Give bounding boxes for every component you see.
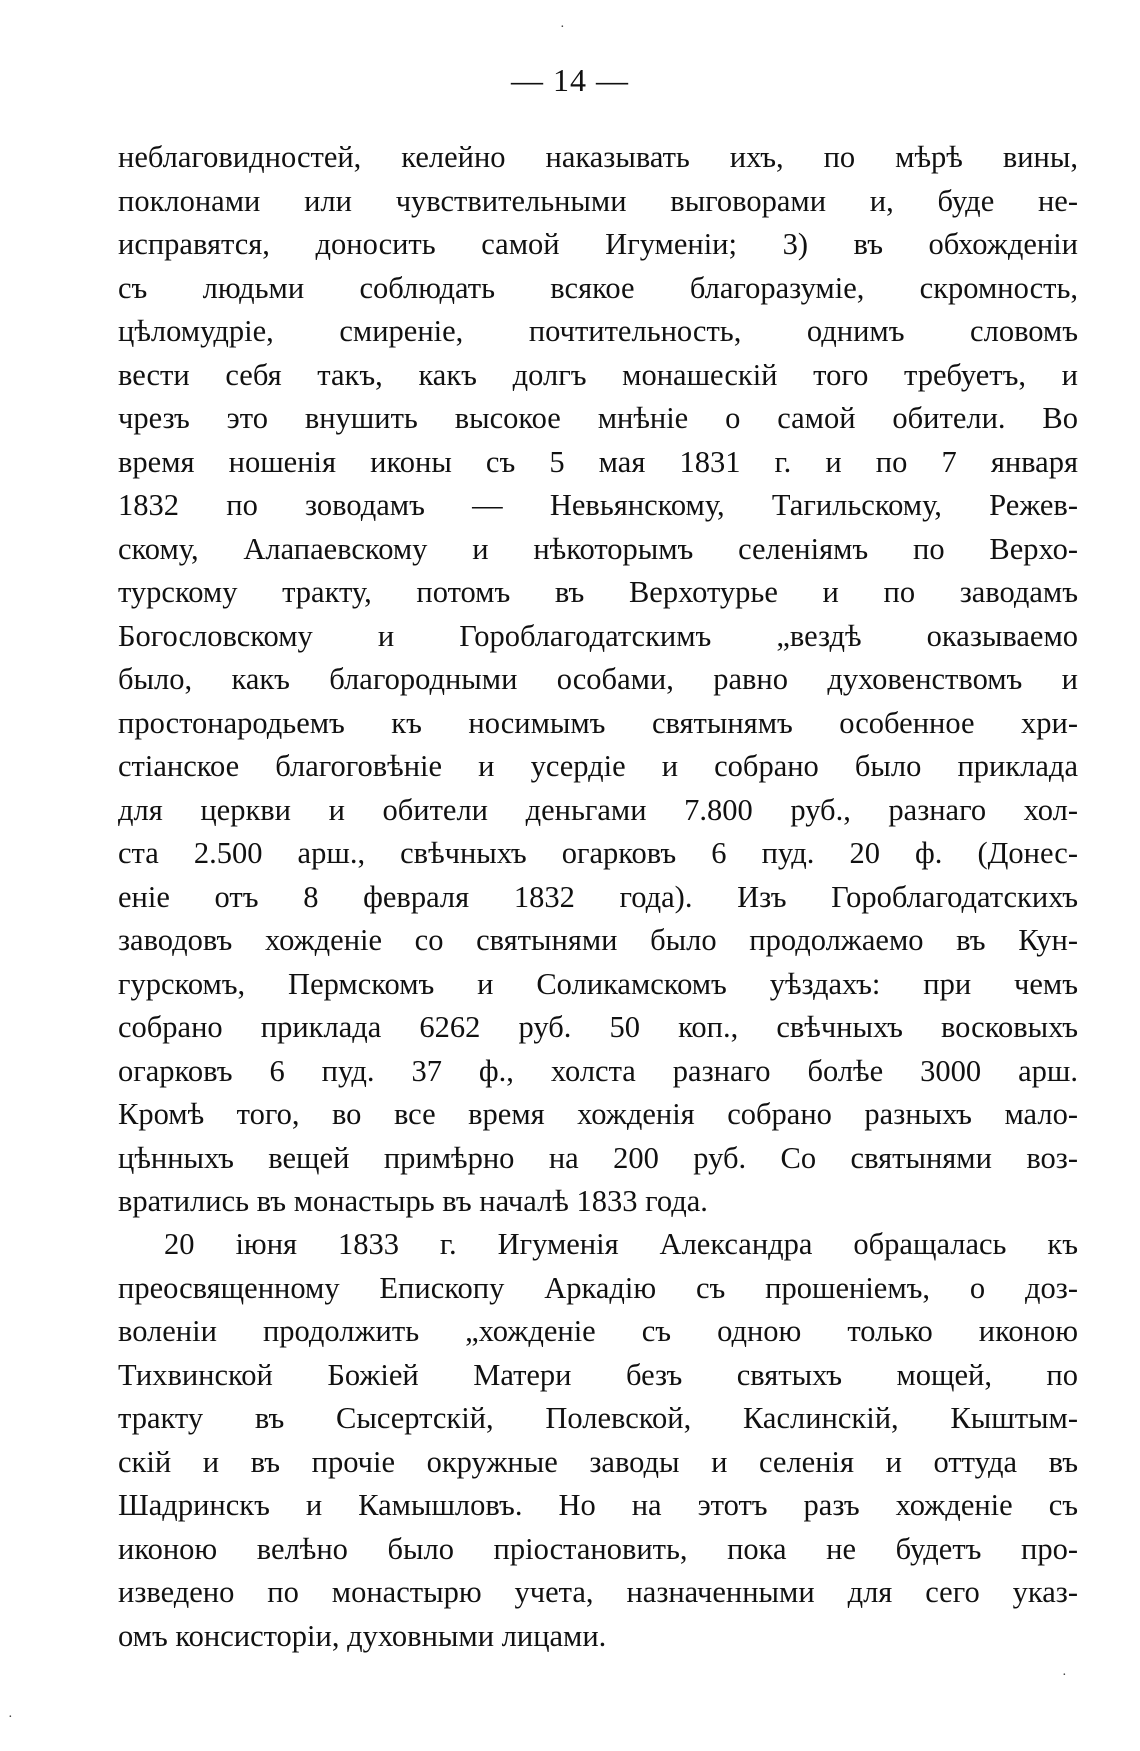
text-line: скому, Алапаевскому и нѣкоторымъ селеніямъ по Верхо-: [118, 531, 1078, 566]
text-line: скій и въ прочіе окружные заводы и селенія и оттуда въ: [118, 1444, 1078, 1479]
text-line: воленіи продолжить „хожденіе съ одною только иконою: [118, 1314, 1078, 1348]
text-line: тракту въ Сысертскій, Полевской, Каслинскій, Кыштым-: [118, 1401, 1078, 1435]
text-line: гурскомъ, Пермскомъ и Соликамскомъ уѣздахъ: при чемъ: [118, 966, 1078, 1001]
text-line: вратились въ монастырь въ началѣ 1833 года.: [118, 1184, 708, 1218]
paragraph-1: [118, 136, 1078, 1224]
print-speck: ·: [560, 20, 565, 35]
text-line: стіанское благоговѣніе и усердіе и собрано было приклада: [118, 749, 1078, 783]
print-speck: ·: [1062, 1668, 1067, 1683]
text-line: цѣломудріе, смиреніе, почтительность, однимъ словомъ: [118, 314, 1078, 348]
text-line: было, какъ благородными особами, равно духовенствомъ и: [118, 662, 1078, 696]
text-line: иконою велѣно было пріостановить, пока не будетъ про-: [118, 1531, 1078, 1566]
text-line: исправятся, доносить самой Игуменіи; 3) въ обхожденіи: [118, 227, 1078, 261]
text-line: преосвященному Епископу Аркадію съ прошеніемъ, о доз-: [118, 1270, 1078, 1305]
text-line: неблаговидностей, келейно наказывать ихъ, по мѣрѣ вины,: [118, 140, 1078, 174]
text-line: время ношенія иконы съ 5 мая 1831 г. и по 7 января: [118, 444, 1078, 479]
text-line: Шадринскъ и Камышловъ. Но на этотъ разъ хожденіе съ: [118, 1488, 1078, 1522]
text-line: вести себя такъ, какъ долгъ монашескій того требуетъ, и: [118, 357, 1078, 392]
text-line: поклонами или чувствительными выговорами и, буде не-: [118, 183, 1078, 218]
print-speck: ·: [8, 1710, 13, 1725]
text-line: Кромѣ того, во все время хожденія собрано разныхъ мало-: [118, 1097, 1078, 1131]
text-line: ста 2.500 арш., свѣчныхъ огарковъ 6 пуд. 20 ф. (Донес-: [118, 836, 1078, 870]
text-line: для церкви и обители деньгами 7.800 руб., разнаго хол-: [118, 792, 1078, 827]
text-line: простонародьемъ къ носимымъ святынямъ особенное хри-: [118, 705, 1078, 740]
text-line: съ людьми соблюдать всякое благоразуміе, скромность,: [118, 270, 1078, 305]
text-line: изведено по монастырю учета, назначенными для сего указ-: [118, 1575, 1078, 1609]
text-line: собрано приклада 6262 руб. 50 коп., свѣчныхъ восковыхъ: [118, 1010, 1078, 1044]
text-line: турскому тракту, потомъ въ Верхотурье и по заводамъ: [118, 575, 1078, 609]
text-line: Богословскому и Гороблагодатскимъ „вездѣ оказываемо: [118, 618, 1078, 653]
text-line: заводовъ хожденіе со святынями было продолжаемо въ Кун-: [118, 923, 1078, 957]
text-line: омъ консисторіи, духовными лицами.: [118, 1618, 607, 1653]
text-line: огарковъ 6 пуд. 37 ф., холста разнаго болѣе 3000 арш.: [118, 1053, 1078, 1088]
text-line: чрезъ это внушить высокое мнѣніе о самой обители. Во: [118, 401, 1078, 435]
page-number: — 14 —: [511, 62, 629, 98]
text-line: еніе отъ 8 февраля 1832 года). Изъ Гороблагодатскихъ: [118, 879, 1078, 914]
text-line: цѣнныхъ вещей примѣрно на 200 руб. Со святынями воз-: [118, 1140, 1078, 1175]
text-line: Тихвинской Божіей Матери безъ святыхъ мощей, по: [118, 1357, 1078, 1392]
text-line: 1832 по зоводамъ — Невьянскому, Тагильскому, Режев-: [118, 488, 1078, 522]
text-line: 20 іюня 1833 г. Игуменія Александра обращалась къ: [164, 1227, 1078, 1261]
paragraph-2: [118, 1223, 1078, 1658]
